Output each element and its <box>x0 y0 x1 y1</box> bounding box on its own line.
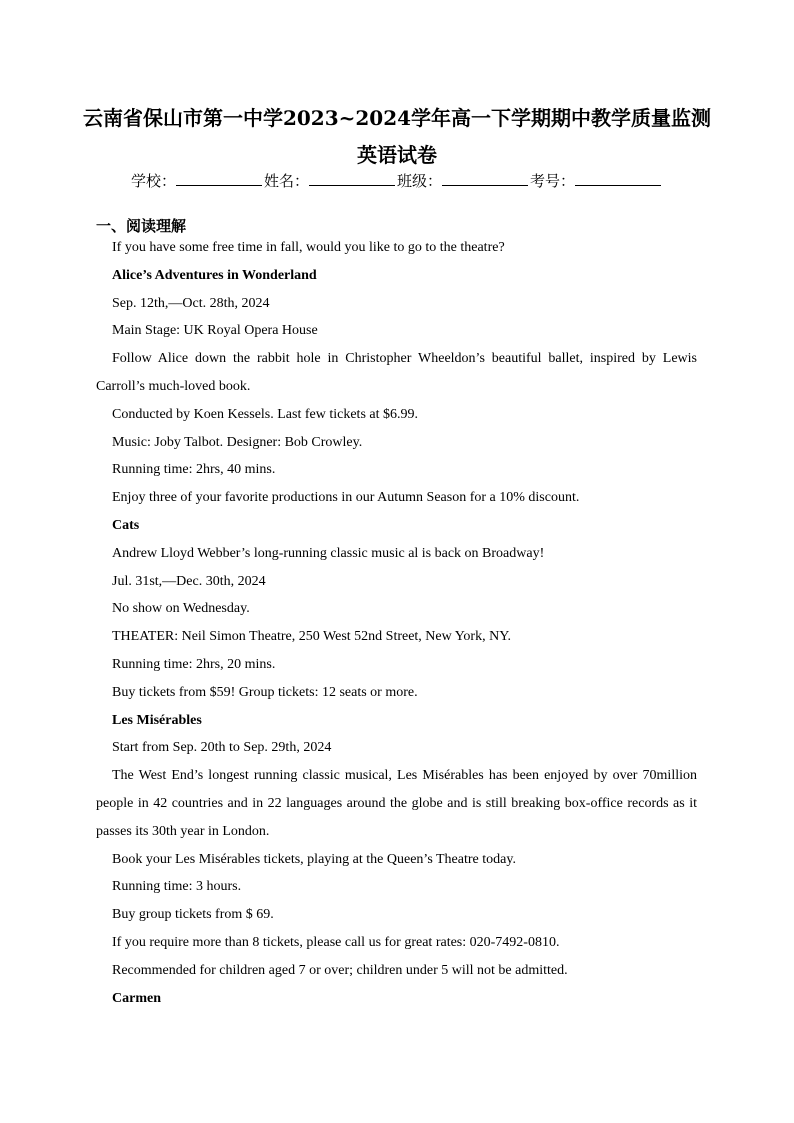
passage-paragraph: If you have some free time in fall, would you like to go to the theatre? <box>112 240 505 255</box>
passage-paragraph: If you require more than 8 tickets, please call us for great rates: 020-7492-0810. <box>112 934 560 950</box>
passage-paragraph: Recommended for children aged 7 or over; children under 5 will not be admitted. <box>112 962 568 978</box>
school-blank <box>176 171 262 186</box>
passage-heading: Carmen <box>112 990 161 1006</box>
passage-heading: Alice’s Adventures in Wonderland <box>112 267 317 283</box>
passage-paragraph: No show on Wednesday. <box>112 601 250 617</box>
student-info-line <box>0 170 794 191</box>
name-blank <box>309 171 395 186</box>
passage-paragraph: Conducted by Koen Kessels. Last few tickets at $6.99. <box>112 406 418 422</box>
passage-paragraph: The West End’s longest running classic musical, Les Misérables has been enjoyed by over 70million people in 42 countries and in 22 languages around the globe and is still breaking box-office records as it passes its 30th year in London. <box>96 768 697 839</box>
exam-title: 云南省保山市第一中学2023~2024学年高一下学期期中教学质量监测 <box>82 106 712 130</box>
passage-paragraph: Main Stage: UK Royal Opera House <box>112 323 318 339</box>
passage-paragraph: Running time: 2hrs, 20 mins. <box>112 656 276 672</box>
passage-paragraph: Start from Sep. 20th to Sep. 29th, 2024 <box>112 740 332 756</box>
passage-paragraph: Andrew Lloyd Webber’s long-running classic music al is back on Broadway! <box>112 545 545 561</box>
passage-paragraph: Jul. 31st,—Dec. 30th, 2024 <box>112 573 266 589</box>
passage-paragraph: Book your Les Misérables tickets, playing at the Queen’s Theatre today. <box>112 851 516 867</box>
passage-heading: Les Misérables <box>112 712 202 728</box>
class-label: 班级： <box>397 172 443 190</box>
passage-heading: Cats <box>112 517 140 533</box>
exam-subject-title: 英语试卷 <box>357 143 437 167</box>
id-label: 考号： <box>530 172 576 190</box>
passage-paragraph: Music: Joby Talbot. Designer: Bob Crowley. <box>112 434 363 450</box>
passage-paragraph: Running time: 2hrs, 40 mins. <box>112 462 276 478</box>
reading-passage <box>96 234 697 1012</box>
passage-paragraph: Buy group tickets from $ 69. <box>112 907 274 923</box>
section-heading: 一、阅读理解 <box>96 217 187 235</box>
passage-paragraph: Sep. 12th,—Oct. 28th, 2024 <box>112 295 270 311</box>
class-blank <box>442 171 528 186</box>
passage-paragraph: Follow Alice down the rabbit hole in Christopher Wheeldon’s beautiful ballet, inspired by Lewis Carroll’s much-loved book. <box>96 351 697 394</box>
passage-paragraph: THEATER: Neil Simon Theatre, 250 West 52nd Street, New York, NY. <box>112 629 512 645</box>
school-label: 学校： <box>130 172 176 190</box>
passage-paragraph: Running time: 3 hours. <box>112 879 242 895</box>
name-label: 姓名： <box>263 172 309 190</box>
id-blank <box>575 171 661 186</box>
passage-paragraph: Enjoy three of your favorite productions in our Autumn Season for a 10% discount. <box>112 490 580 506</box>
passage-paragraph: Buy tickets from $59! Group tickets: 12 seats or more. <box>112 684 418 700</box>
